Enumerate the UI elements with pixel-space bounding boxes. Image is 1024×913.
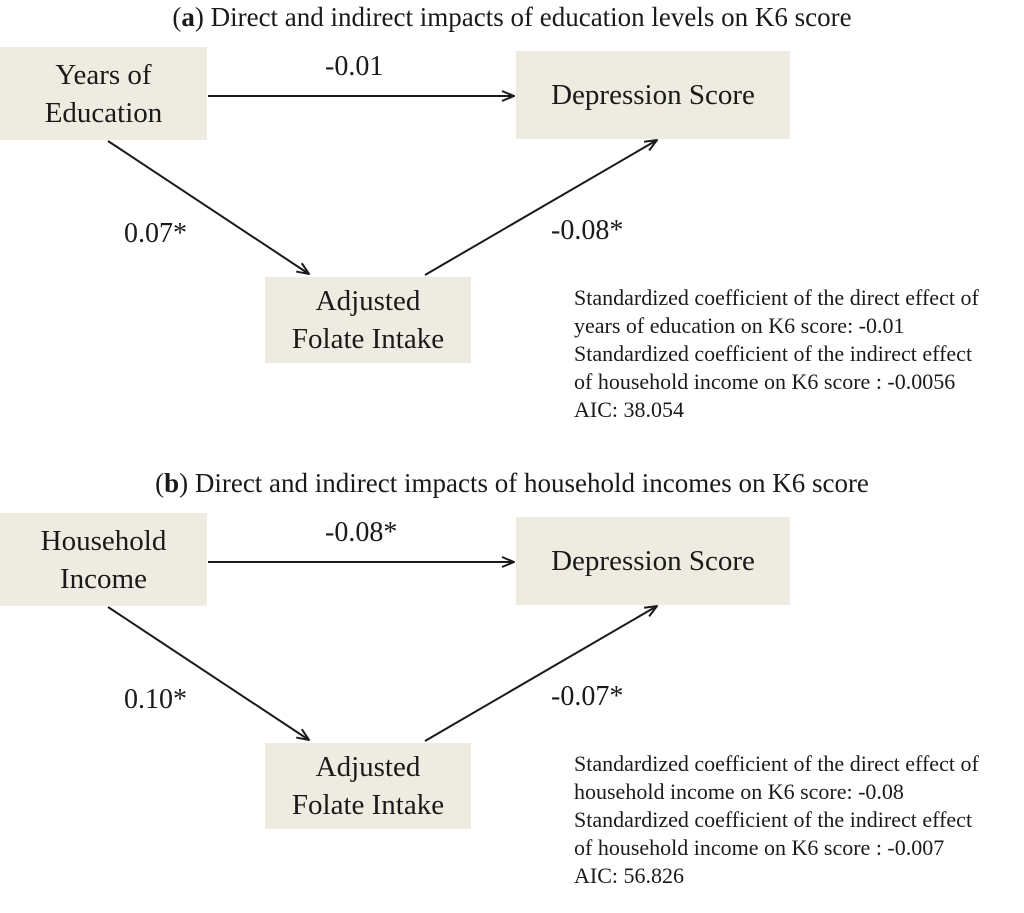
b-path-coefficient: -0.08*	[551, 215, 624, 246]
note-line: AIC: 56.826	[574, 863, 684, 888]
direct-path-coefficient: -0.01	[325, 51, 384, 82]
note-line: of household income on K6 score : -0.0056	[574, 369, 956, 394]
a-path-coefficient: 0.07*	[124, 218, 187, 249]
mediator-node-box	[265, 277, 471, 363]
direct-path-coefficient: -0.08*	[325, 517, 398, 548]
panel-b	[0, 466, 1024, 913]
source-node-box	[0, 47, 207, 140]
note-line: Standardized coefficient of the indirect effect	[574, 807, 973, 832]
b-path-arrow	[425, 140, 657, 275]
mediator-node-line-2: Folate Intake	[291, 323, 445, 355]
a-path-coefficient: 0.10*	[124, 684, 187, 715]
a-path-arrow	[108, 607, 309, 740]
outcome-node-box	[516, 51, 790, 139]
mediator-node-line-1: Adjusted	[315, 285, 421, 317]
outcome-node-label: Depression Score	[551, 79, 755, 111]
note-line: AIC: 38.054	[574, 397, 684, 422]
mediator-node-line-2: Folate Intake	[291, 789, 445, 821]
source-node-line-1: Household	[40, 524, 167, 557]
note-line: Standardized coefficient of the indirect effect	[574, 341, 973, 366]
outcome-node-box	[516, 517, 790, 605]
source-node-line-2: Education	[44, 96, 163, 129]
panel-title: (a) Direct and indirect impacts of education levels on K6 score	[172, 2, 852, 32]
note-line: Standardized coefficient of the direct effect of	[574, 751, 979, 776]
source-node-line-1: Years of	[55, 58, 152, 91]
source-node-line-2: Income	[60, 562, 147, 595]
source-node-box	[0, 513, 207, 606]
outcome-node-label: Depression Score	[551, 545, 755, 577]
panel-title-text: ) Direct and indirect impacts of education levels on K6 score	[194, 2, 852, 32]
mediator-node-box	[265, 743, 471, 829]
b-path-coefficient: -0.07*	[551, 681, 624, 712]
model-notes	[574, 284, 979, 424]
panel-title-text: ) Direct and indirect impacts of household incomes on K6 score	[179, 468, 869, 498]
note-line: household income on K6 score: -0.08	[574, 779, 904, 804]
panel-a	[0, 0, 1024, 447]
panel-title: (b) Direct and indirect impacts of household incomes on K6 score	[155, 468, 869, 498]
panel-letter: b	[164, 468, 180, 498]
note-line: years of education on K6 score: -0.01	[574, 313, 905, 338]
model-notes	[574, 750, 979, 890]
note-line: of household income on K6 score : -0.007	[574, 835, 945, 860]
panel-letter: a	[181, 2, 195, 32]
note-line: Standardized coefficient of the direct effect of	[574, 285, 979, 310]
b-path-arrow	[425, 606, 657, 741]
a-path-arrow	[108, 141, 309, 274]
mediator-node-line-1: Adjusted	[315, 751, 421, 783]
